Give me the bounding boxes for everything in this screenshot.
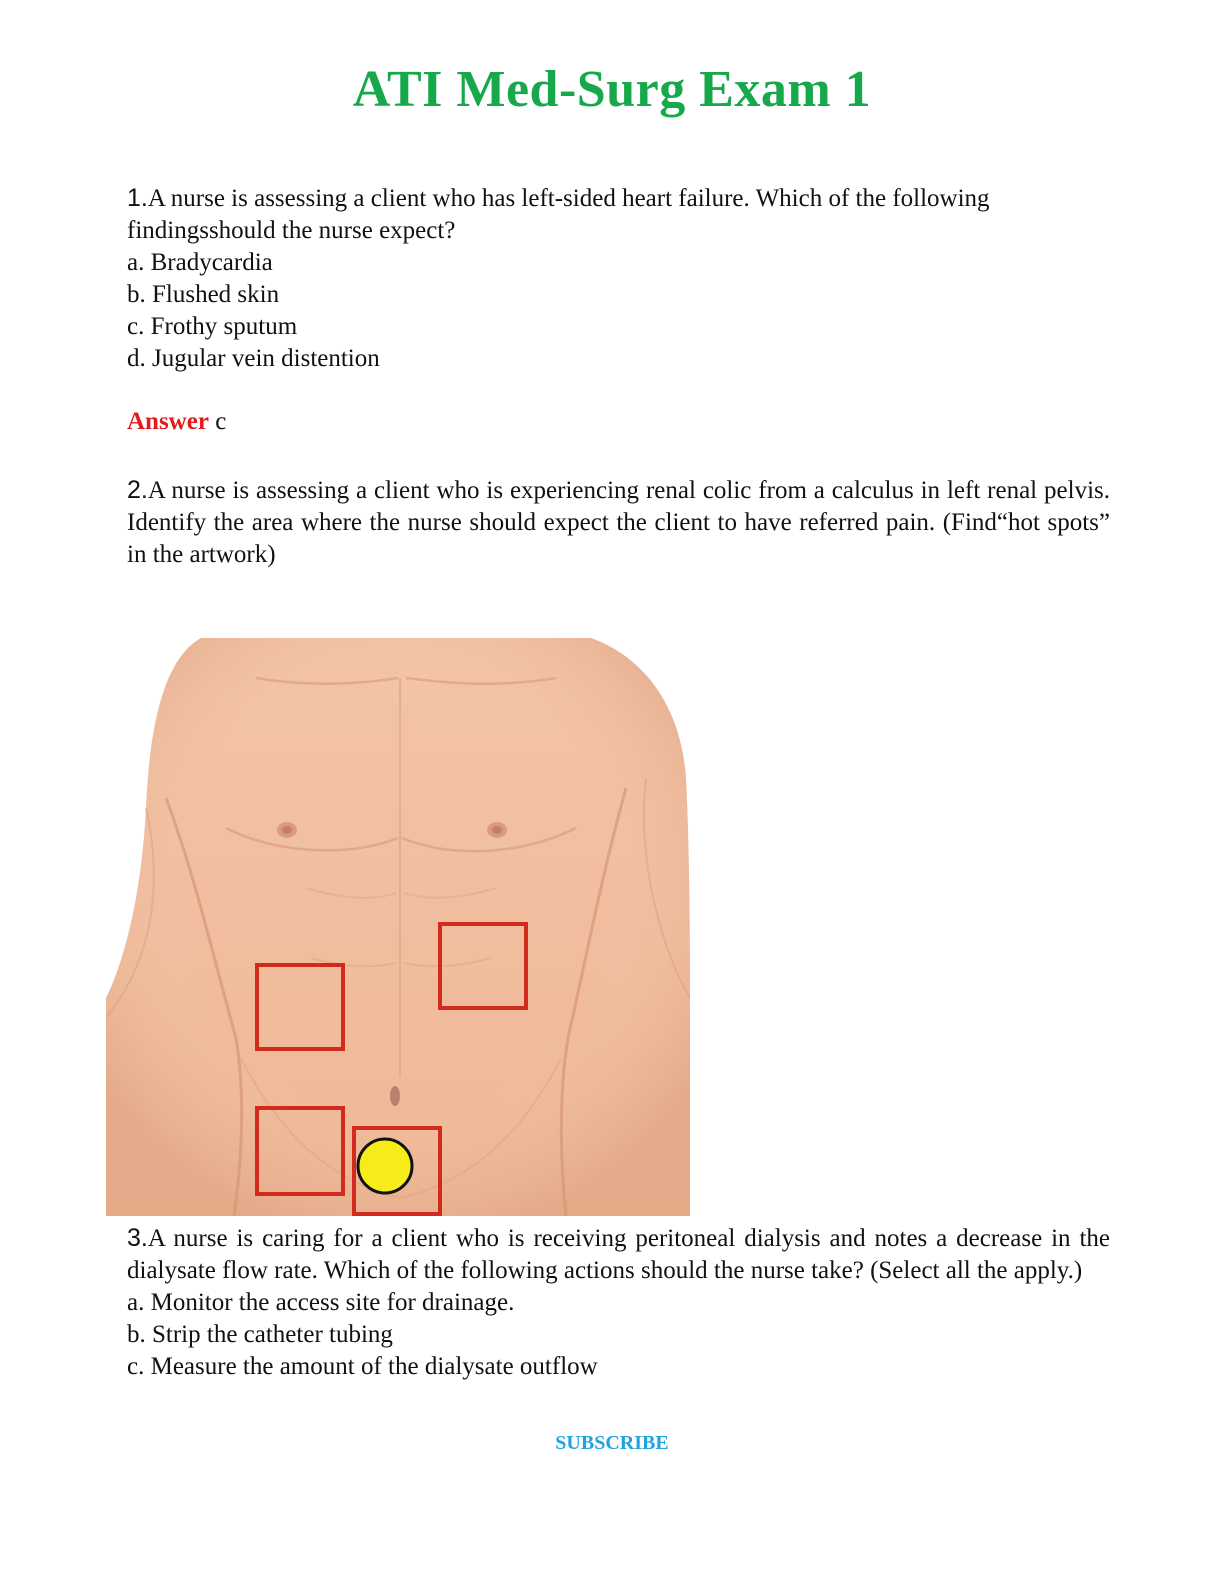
option-a: a. Monitor the access site for drainage. xyxy=(127,1289,515,1316)
question-number: 2. xyxy=(127,476,148,504)
subscribe-link[interactable]: SUBSCRIBE xyxy=(555,1432,669,1454)
selected-marker xyxy=(358,1139,412,1193)
question-number: 3. xyxy=(127,1224,148,1252)
question-number: 1. xyxy=(127,184,148,212)
option-b: b. Flushed skin xyxy=(127,281,280,308)
question-text: A nurse is caring for a client who is receiving peritoneal dialysis and notes a decrease in the dialysate flow rate. Which of the following actions should the nurse take? (Select all the apply.) xyxy=(127,1225,1110,1284)
question-1 xyxy=(127,182,1110,375)
navel xyxy=(390,1086,400,1106)
question-text: A nurse is assessing a client who is experiencing renal colic from a calculus in left renal pelvis. Identify the area where the nurse should expect the client to have referred pain. (Find“hot spots” in the artwork) xyxy=(127,477,1110,568)
question-3 xyxy=(127,1222,1110,1383)
option-c: c. Frothy sputum xyxy=(127,313,298,340)
option-d: d. Jugular vein distention xyxy=(127,345,380,372)
option-b: b. Strip the catheter tubing xyxy=(127,1321,393,1348)
option-a: a. Bradycardia xyxy=(127,249,273,276)
torso-figure xyxy=(106,638,690,1216)
page-title: ATI Med-Surg Exam 1 xyxy=(352,61,872,118)
torso-illustration xyxy=(106,638,690,1216)
question-text: A nurse is assessing a client who has left-sided heart failure. Which of the following findingsshould the nurse expect? xyxy=(127,185,990,244)
answer xyxy=(127,408,226,436)
answer-label: Answer xyxy=(127,408,209,435)
answer-value: c xyxy=(215,408,227,435)
question-2 xyxy=(127,474,1110,571)
option-c: c. Measure the amount of the dialysate outflow xyxy=(127,1353,598,1380)
